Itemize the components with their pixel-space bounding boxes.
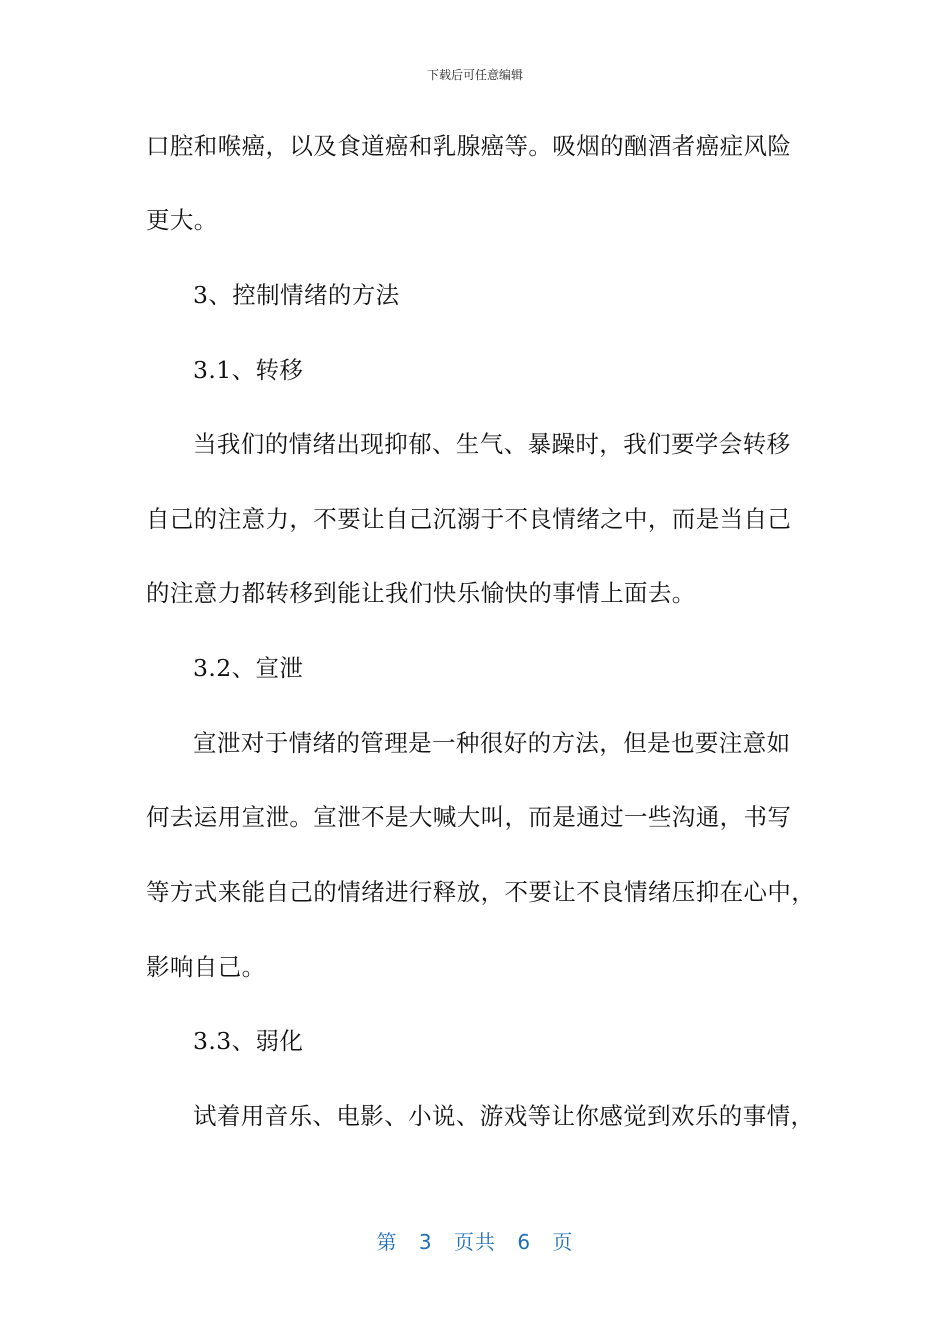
subsection-heading: 3.3、弱化	[193, 1027, 304, 1055]
subsection-heading: 3.1、转移	[193, 356, 304, 384]
paragraph-line: 自己的注意力，不要让自己沉溺于不良情绪之中，而是当自己	[146, 505, 792, 533]
paragraph-line: 更大。	[146, 206, 218, 234]
paragraph-line: 影响自己。	[146, 953, 266, 981]
section-heading: 3、控制情绪的方法	[193, 281, 400, 309]
paragraph-line: 试着用音乐、电影、小说、游戏等让你感觉到欢乐的事情，	[193, 1102, 815, 1130]
paragraph-line: 何去运用宣泄。宣泄不是大喊大叫，而是通过一些沟通，书写	[146, 803, 792, 831]
page-footer: 第 3 页共 6 页	[376, 1230, 574, 1254]
page-header: 下载后可任意编辑	[426, 68, 523, 82]
subsection-heading: 3.2、宣泄	[193, 654, 304, 682]
paragraph-line: 当我们的情绪出现抑郁、生气、暴躁时，我们要学会转移	[193, 430, 791, 458]
paragraph-line: 的注意力都转移到能让我们快乐愉快的事情上面去。	[146, 579, 696, 607]
paragraph-line: 等方式来能自己的情绪进行释放，不要让不良情绪压抑在心中，	[146, 878, 816, 906]
paragraph-line: 宣泄对于情绪的管理是一种很好的方法，但是也要注意如	[193, 729, 791, 757]
paragraph-line: 口腔和喉癌，以及食道癌和乳腺癌等。吸烟的酗酒者癌症风险	[146, 132, 792, 160]
